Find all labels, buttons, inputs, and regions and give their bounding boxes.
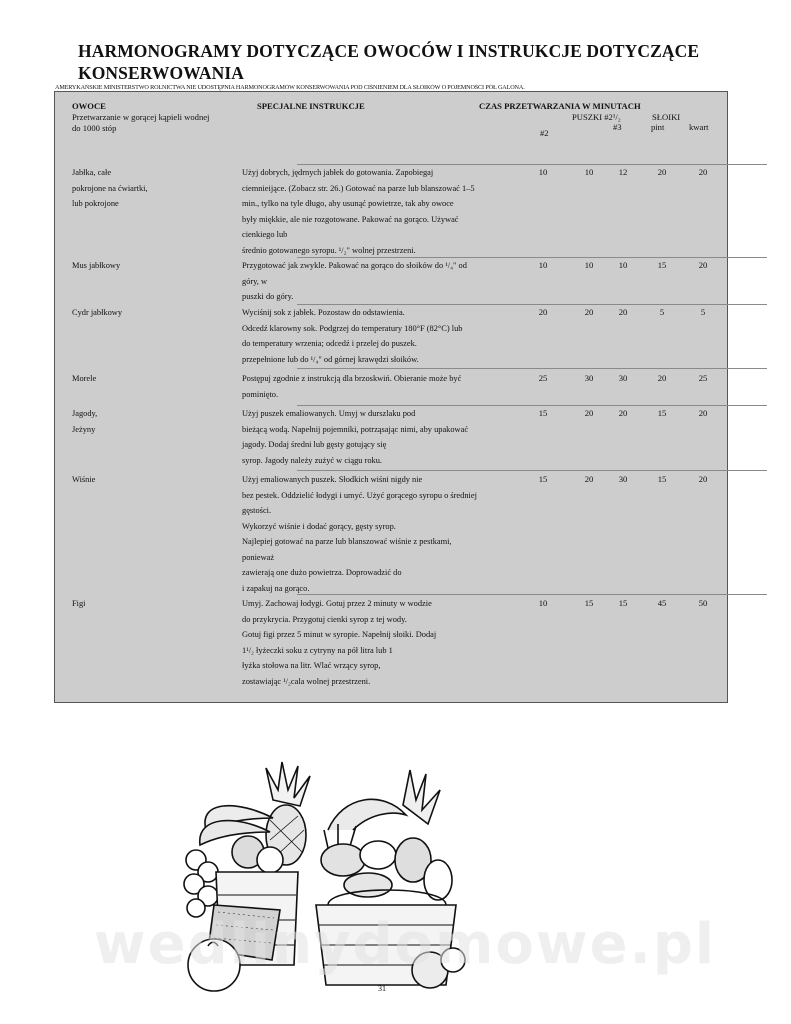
time-cans-no2-half: 10 [584, 167, 594, 177]
fruit-name: Cydr jabłkowy [72, 308, 123, 317]
time-jars-pint: 15 [657, 408, 667, 418]
instructions-cell: Użyj puszek emaliowanych. Umyj w durszlaku pod bieżącą wodą. Napełnij pojemniki, potrząsając nimi, aby upakować jagody. Dodaj średni lub gęsty gotujący się syrop. Jagody należy zużyć w ciągu roku. [242, 409, 469, 465]
instructions-cell: Przygotować jak zwykle. Pakować na gorąco do słoików do ¹/₄" od góry, w puszki do góry. [242, 261, 467, 301]
header-fruit-sub1: Przetwarzanie w gorącej kąpieli wodnej [72, 112, 210, 122]
time-jars-quart: 20 [698, 474, 708, 484]
header-col-quart: kwart [689, 122, 709, 132]
time-cans-no2-half: 20 [584, 408, 594, 418]
instructions-cell: Wyciśnij sok z jabłek. Pozostaw do odstawienia. Odcedź klarowny sok. Podgrzej do temperatury 180°F (82°C) lub do temperatury wrzenia; odcedź i przelej do puszek. przepełnione lub do ¹/₄" od górnej krawędzi słoików. [242, 308, 463, 364]
time-cans-no2: 25 [538, 373, 548, 383]
time-cans-no3: 30 [618, 474, 628, 484]
watermark: wedlinydomowe.pl [93, 912, 717, 977]
header-fruit-sub2: do 1000 stóp [72, 123, 117, 133]
time-cans-no2: 10 [538, 260, 548, 270]
time-jars-quart: 20 [698, 167, 708, 177]
time-cans-no3: 20 [618, 408, 628, 418]
time-cans-no3: 30 [618, 373, 628, 383]
fruit-name: Jagody, Jeżyny [72, 409, 98, 434]
fruit-name: Morele [72, 374, 97, 383]
instructions-cell: Użyj dobrych, jędrnych jabłek do gotowania. Zapobiegaj ciemnieijące. (Zobacz str. 26.) Gotować na parze lub blanszować 1–5 min., tylko na tyle długo, aby usunąć powietrze, tak aby owoce były miękkie, ale nie rozgotowane. Pakować na gorąco. Używać cienkiego lub średnio gotowanego syropu. ¹/₂" wolnej przestrzeni. [242, 168, 475, 255]
row-divider [297, 470, 767, 471]
time-jars-quart: 20 [698, 408, 708, 418]
row-divider [297, 594, 767, 595]
time-jars-pint: 15 [657, 474, 667, 484]
header-col-no3: #3 [613, 122, 622, 132]
instructions-cell: Postępuj zgodnie z instrukcją dla brzoskwiń. Obieranie może być pominięto. [242, 374, 462, 399]
time-jars-pint: 20 [657, 373, 667, 383]
time-cans-no2-half: 20 [584, 307, 594, 317]
time-jars-quart: 5 [700, 307, 706, 317]
fruit-name: Mus jabłkowy [72, 261, 121, 270]
header-col-pint: pint [651, 122, 665, 132]
time-cans-no2-half: 15 [584, 598, 594, 608]
schedule-table [54, 91, 728, 703]
time-jars-quart: 25 [698, 373, 708, 383]
time-cans-no2: 15 [538, 474, 548, 484]
time-cans-no3: 10 [618, 260, 628, 270]
time-cans-no2-half: 20 [584, 474, 594, 484]
time-jars-quart: 20 [698, 260, 708, 270]
header-fruit: OWOCE [72, 101, 106, 111]
fruit-name: Wiśnie [72, 475, 96, 484]
row-divider [297, 368, 767, 369]
fruit-name: Figi [72, 599, 86, 608]
header-time: CZAS PRZETWARZANIA W MINUTACH [479, 101, 641, 111]
time-jars-pint: 20 [657, 167, 667, 177]
time-cans-no2-half: 30 [584, 373, 594, 383]
time-jars-pint: 45 [657, 598, 667, 608]
time-cans-no3: 20 [618, 307, 628, 317]
fruit-name: Jabłka, całe pokrojone na ćwiartki, lub pokrojone [72, 168, 148, 208]
header-col-no2: #2 [540, 128, 549, 138]
usda-notice: AMERYKAŃSKIE MINISTERSTWO ROLNICTWA NIE UDOSTĘPNIA HARMONOGRAMÓW KONSERWOWANIA POD CIŚNIENIEM DLA SŁOIKÓW O POJEMNOŚCI PÓŁ GALONA. [55, 84, 525, 91]
time-jars-pint: 5 [659, 307, 665, 317]
time-cans-no3: 12 [618, 167, 628, 177]
page-title: HARMONOGRAMY DOTYCZĄCE OWOCÓW I INSTRUKCJE DOTYCZĄCE KONSERWOWANIA [78, 41, 700, 83]
instructions-cell: Użyj emaliowanych puszek. Słodkich wiśni nigdy nie bez pestek. Oddzielić łodygi i umyć. Użyć gorącego syropu o średniej gęstości. Wykorzyć wiśnie i dodać gorący, gęsty syrop. Najlepiej gotować na parze lub blanszować wiśnie z pestkami, ponieważ zawierają one dużo powietrza. Doprowadzić do i zapakuj na gorąco. [242, 475, 477, 593]
time-jars-pint: 15 [657, 260, 667, 270]
page-number: 31 [378, 984, 386, 993]
time-cans-no2: 20 [538, 307, 548, 317]
time-cans-no2: 10 [538, 598, 548, 608]
time-cans-no2: 10 [538, 167, 548, 177]
instructions-cell: Umyj. Zachowaj łodygi. Gotuj przez 2 minuty w wodzie do przykrycia. Przygotuj cienki syrop z tej wody. Gotuj figi przez 5 minut w syropie. Napełnij słoiki. Dodaj 1¹/₂ łyżeczki soku z cytryny na pół litra lub 1 łyżka stołowa na litr. Wlać wrzący syrop, zostawiając ¹/₂cala wolnej przestrzeni. [242, 599, 437, 686]
time-cans-no2-half: 10 [584, 260, 594, 270]
time-jars-quart: 50 [698, 598, 708, 608]
header-cans: PUSZKI #2¹/₂ [572, 112, 621, 122]
time-cans-no2: 15 [538, 408, 548, 418]
header-jars: SŁOIKI [652, 112, 681, 122]
time-cans-no3: 15 [618, 598, 628, 608]
header-instructions: SPECJALNE INSTRUKCJE [257, 101, 365, 111]
